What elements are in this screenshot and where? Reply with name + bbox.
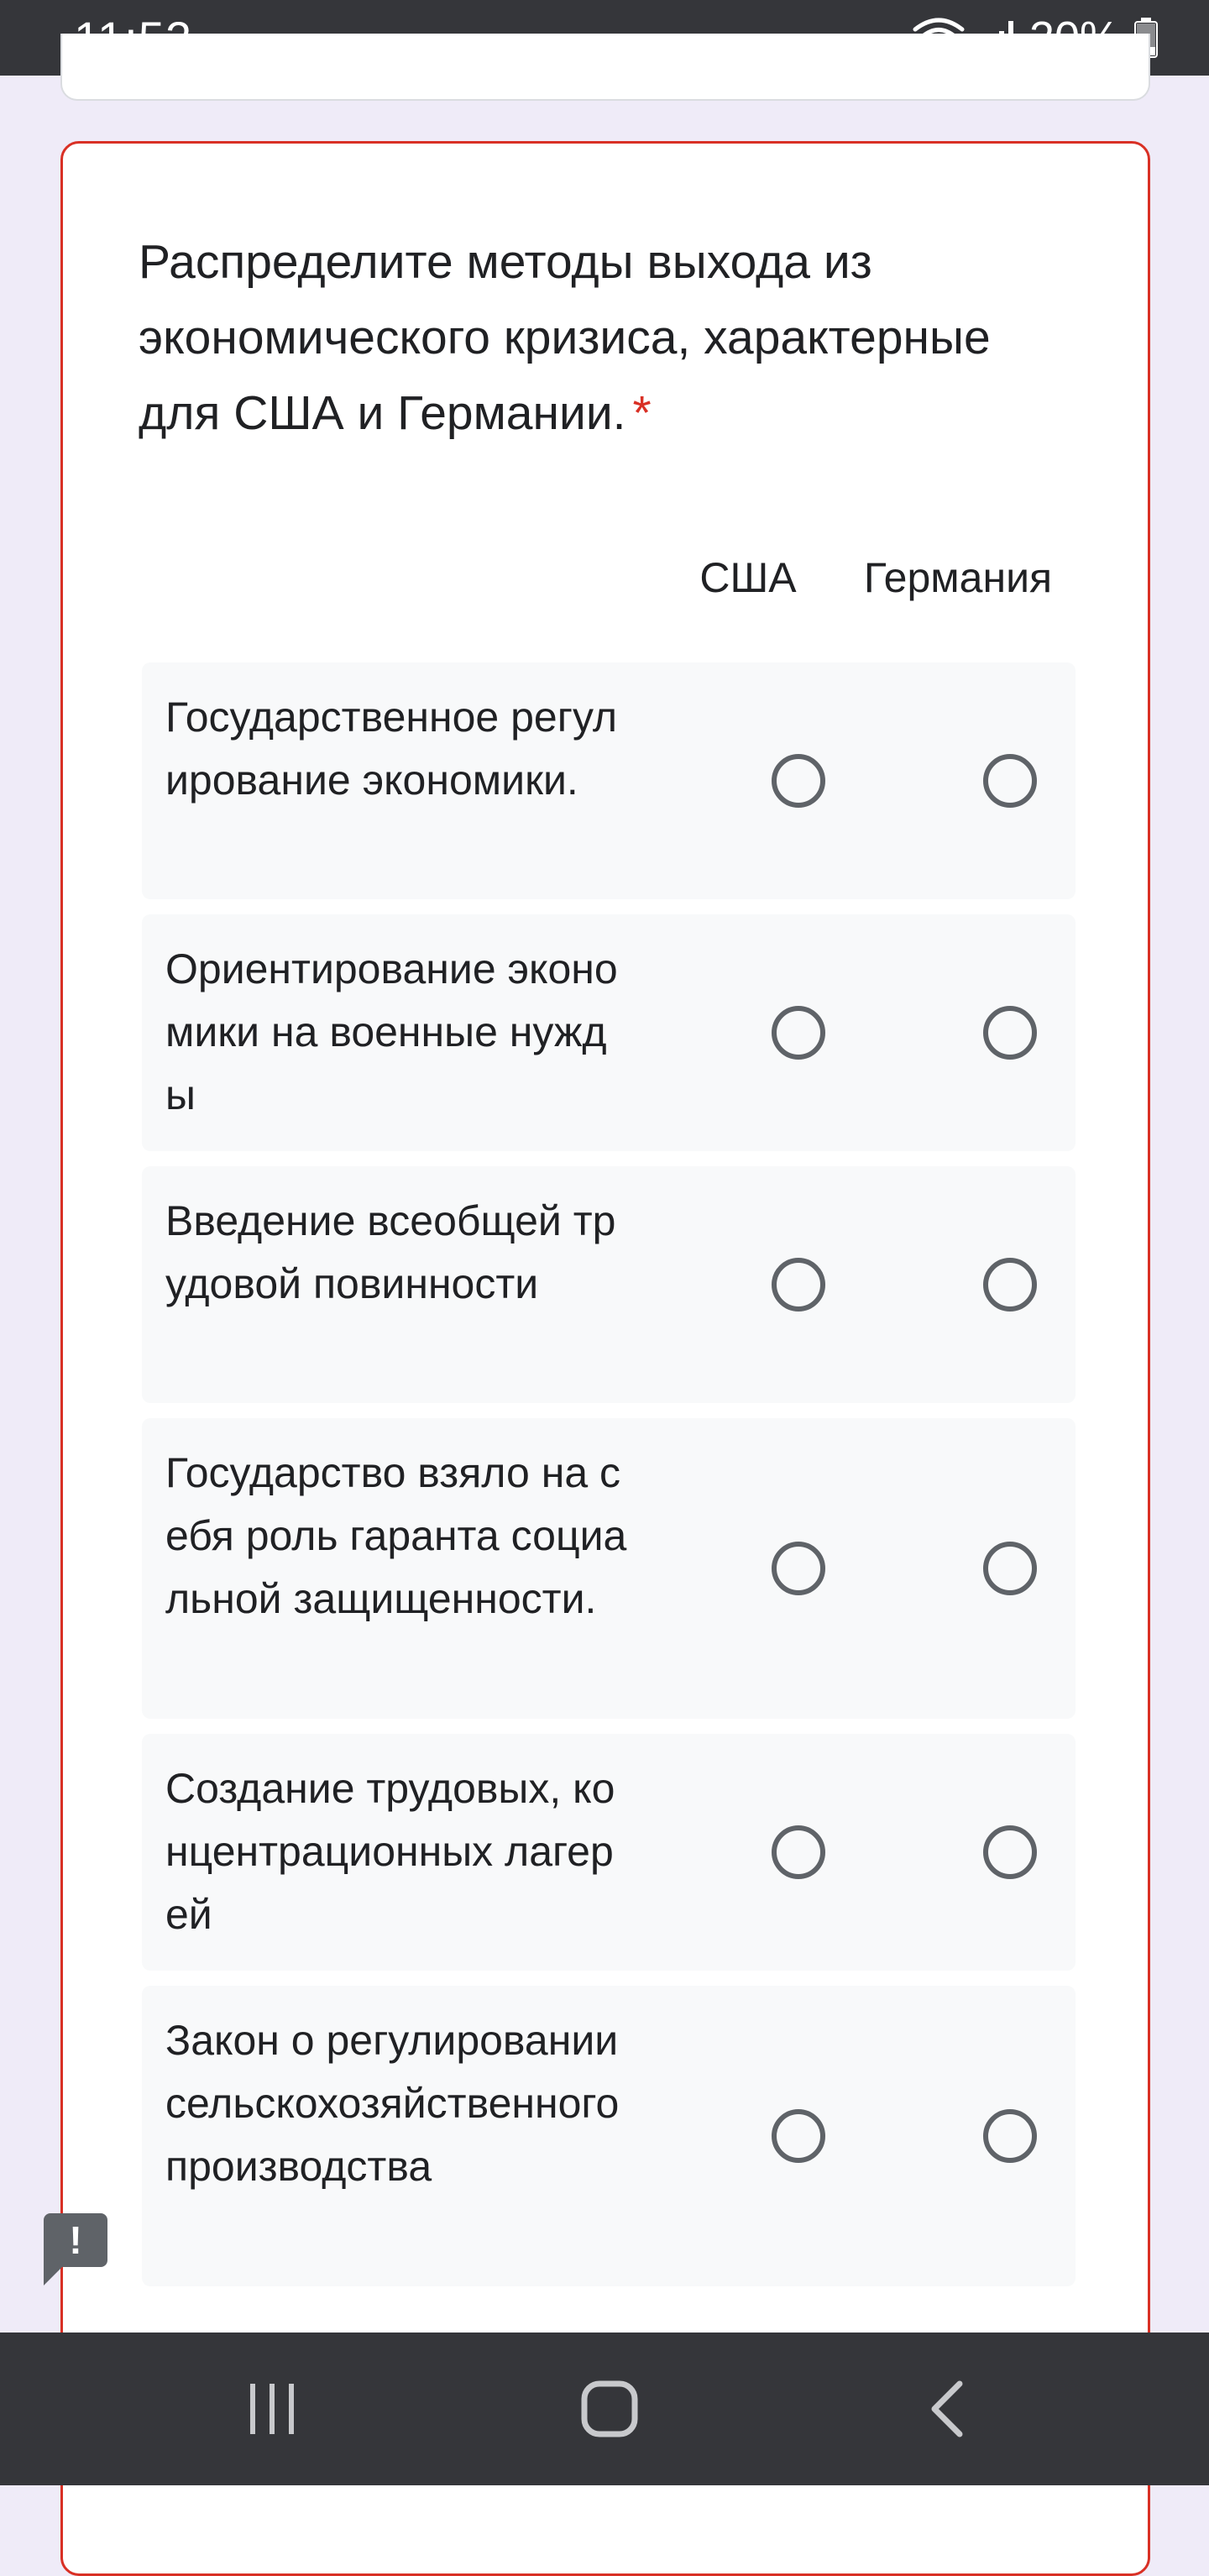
grid-row-6 bbox=[142, 1986, 1076, 2286]
column-header-usa: США bbox=[699, 554, 797, 601]
feedback-button[interactable] bbox=[44, 2213, 107, 2267]
row-label: Создание трудовых, концентрационных лагерей bbox=[165, 1765, 615, 1938]
radio-germany-row-6[interactable] bbox=[983, 2109, 1037, 2163]
radio-usa-row-3[interactable] bbox=[772, 1258, 825, 1312]
radio-usa-row-6[interactable] bbox=[772, 2109, 825, 2163]
grid-row-2 bbox=[142, 914, 1076, 1151]
navigation-bar bbox=[0, 2333, 1209, 2485]
grid-row-5 bbox=[142, 1734, 1076, 1971]
question-title-text: Распределите методы выхода из экономического кризиса, характерные для США и Германии. bbox=[139, 235, 991, 440]
radio-germany-row-5[interactable] bbox=[983, 1825, 1037, 1879]
radio-germany-row-3[interactable] bbox=[983, 1258, 1037, 1312]
question-title bbox=[139, 224, 1079, 451]
home-icon bbox=[580, 2380, 639, 2438]
recent-apps-icon bbox=[245, 2382, 299, 2436]
radio-germany-row-2[interactable] bbox=[983, 1006, 1037, 1060]
column-header-germany: Германия bbox=[863, 554, 1053, 601]
row-label: Государство взяло на себя роль гаранта социальной защищенности. bbox=[165, 1449, 627, 1622]
radio-usa-row-5[interactable] bbox=[772, 1825, 825, 1879]
row-label: Ориентирование экономики на военные нужды bbox=[165, 945, 618, 1118]
radio-usa-row-4[interactable] bbox=[772, 1542, 825, 1595]
grid-row-3 bbox=[142, 1166, 1076, 1403]
radio-germany-row-4[interactable] bbox=[983, 1542, 1037, 1595]
back-icon bbox=[926, 2380, 968, 2438]
row-label: Введение всеобщей трудовой повинности bbox=[165, 1197, 616, 1307]
required-star: * bbox=[632, 386, 652, 440]
grid-row-1 bbox=[142, 662, 1076, 899]
row-label: Государственное регулирование экономики. bbox=[165, 694, 618, 804]
radio-usa-row-2[interactable] bbox=[772, 1006, 825, 1060]
back-button[interactable] bbox=[897, 2363, 997, 2455]
home-button[interactable] bbox=[559, 2363, 660, 2455]
row-label: Закон о регулировании сельскохозяйственного производства bbox=[165, 2017, 620, 2190]
grid-row-4 bbox=[142, 1418, 1076, 1719]
exclamation-icon: ! bbox=[69, 2218, 82, 2262]
radio-germany-row-1[interactable] bbox=[983, 754, 1037, 808]
question-card bbox=[60, 141, 1150, 2576]
previous-question-card bbox=[60, 34, 1150, 101]
radio-usa-row-1[interactable] bbox=[772, 754, 825, 808]
recent-apps-button[interactable] bbox=[222, 2363, 322, 2455]
